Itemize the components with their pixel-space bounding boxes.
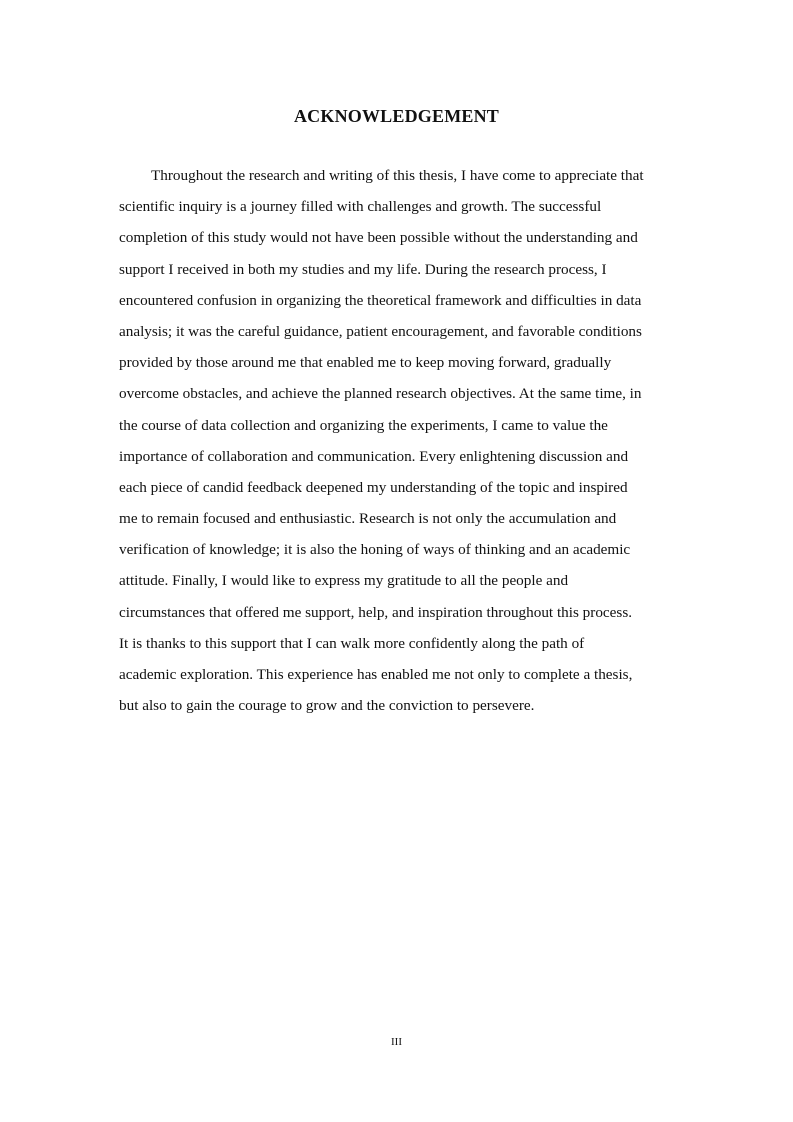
paragraph-line: support I received in both my studies and my life. During the research process, I bbox=[119, 260, 607, 278]
paragraph-line: scientific inquiry is a journey filled with challenges and growth. The successful bbox=[119, 198, 602, 216]
paragraph-line: completion of this study would not have been possible without the understanding and bbox=[119, 229, 638, 247]
paragraph-line: attitude. Finally, I would like to express my gratitude to all the people and bbox=[119, 572, 569, 590]
paragraph-line: analysis; it was the careful guidance, patient encouragement, and favorable conditions bbox=[119, 322, 642, 340]
page-number: III bbox=[391, 1036, 402, 1048]
paragraph-line: me to remain focused and enthusiastic. Research is not only the accumulation and bbox=[119, 510, 617, 528]
paragraph-line: circumstances that offered me support, help, and inspiration throughout this process. bbox=[119, 603, 633, 621]
page-title: ACKNOWLEDGEMENT bbox=[293, 106, 500, 126]
paragraph-line: importance of collaboration and communication. Every enlightening discussion and bbox=[119, 447, 629, 465]
paragraph-line: overcome obstacles, and achieve the planned research objectives. At the same time, in bbox=[119, 385, 642, 403]
paragraph-line: encountered confusion in organizing the theoretical framework and difficulties in data bbox=[119, 291, 642, 309]
paragraph-line: the course of data collection and organizing the experiments, I came to value the bbox=[119, 416, 608, 434]
paragraph-line: It is thanks to this support that I can walk more confidently along the path of bbox=[119, 634, 585, 652]
paragraph-line: verification of knowledge; it is also the honing of ways of thinking and an academic bbox=[119, 541, 631, 559]
acknowledgement-paragraph bbox=[119, 160, 679, 721]
paragraph-line: Throughout the research and writing of this thesis, I have come to appreciate that bbox=[151, 167, 644, 184]
paragraph-line: but also to gain the courage to grow and the conviction to persevere. bbox=[119, 697, 535, 715]
paragraph-line: each piece of candid feedback deepened my understanding of the topic and inspired bbox=[119, 478, 628, 496]
paragraph-line: academic exploration. This experience has enabled me not only to complete a thesis, bbox=[119, 666, 633, 683]
paragraph-line: provided by those around me that enabled me to keep moving forward, gradually bbox=[119, 354, 612, 372]
